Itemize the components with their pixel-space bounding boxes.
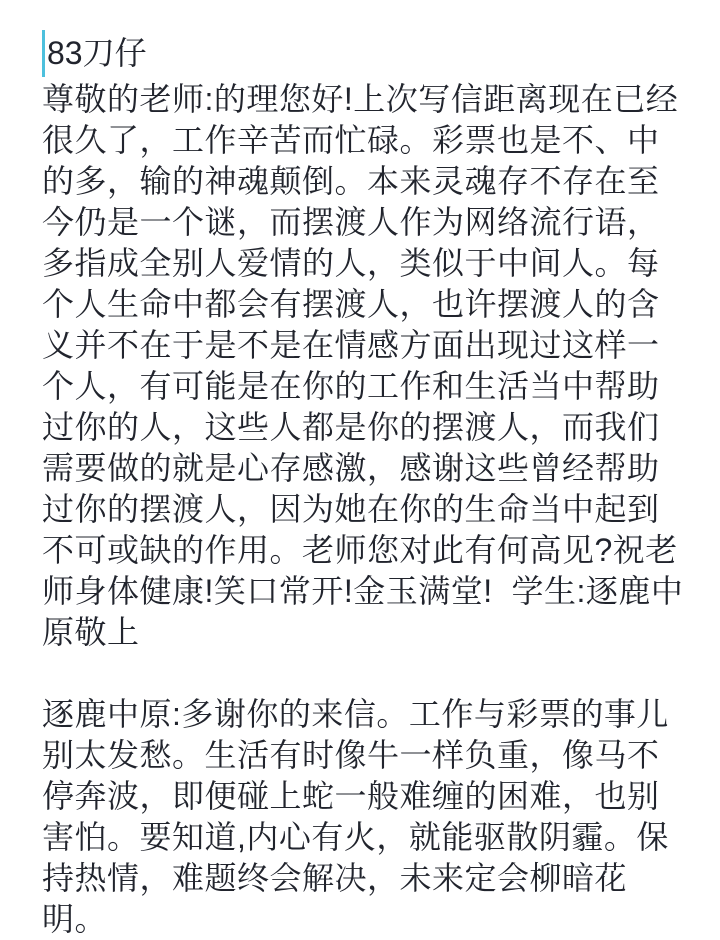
document-title-line: [42, 30, 690, 77]
text-cursor-caret: [42, 30, 45, 77]
reply-paragraph: 逐鹿中原:多谢你的来信。工作与彩票的事儿别太发愁。生活有时像牛一样负重，像马不停奔波，即便碰上蛇一般难缠的困难，也别害怕。要知道,内心有火，就能驱散阴霾。保持热情，难题终会解决，未来定会柳暗花明。: [42, 696, 669, 937]
letter-paragraph: 尊敬的老师:的理您好!上次写信距离现在已经很久了，工作辛苦而忙碌。彩票也是不、中的多，输的神魂颠倒。本来灵魂存不存在至今仍是一个谜，而摆渡人作为网络流行语，多指成全别人爱情的人，类似于中间人。每个人生命中都会有摆渡人，也许摆渡人的含义并不在于是不是在情感方面出现过这样一个人，有可能是在你的工作和生活当中帮助过你的人，这些人都是你的摆渡人，而我们需要做的就是心存感激，感谢这些曾经帮助过你的摆渡人，因为她在你的生命当中起到不可或缺的作用。老师您对此有何高见?祝老师身体健康!笑口常开!金玉满堂! 学生:逐鹿中原敬上: [42, 81, 684, 650]
document-title: 83刀仔: [47, 35, 147, 71]
